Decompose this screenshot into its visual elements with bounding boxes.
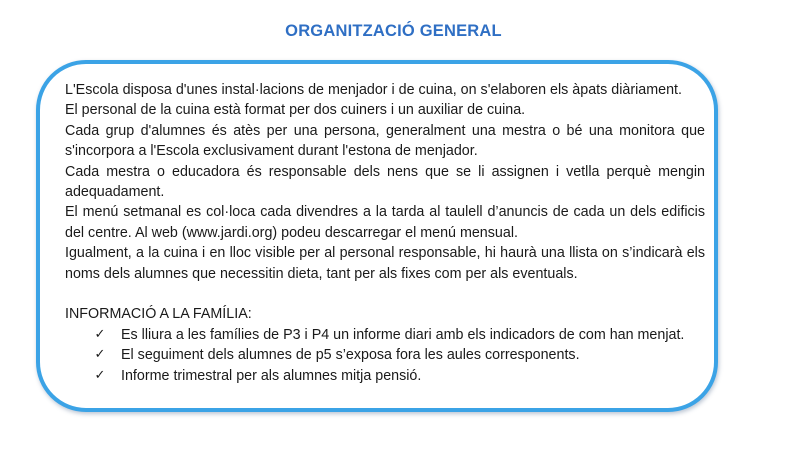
section-spacer	[65, 284, 705, 304]
list-item-text: El seguiment dels alumnes de p5 s’exposa fora les aules corresponents.	[121, 347, 580, 364]
content-body	[65, 80, 705, 386]
family-info-heading: INFORMACIÓ A LA FAMÍLIA:	[65, 306, 252, 323]
checkmark-icon: ✓	[94, 347, 106, 363]
paragraph-responsibility: Cada mestra o educadora és responsable dels nens que se li assignen i vetlla perquè mengin adequadament.	[65, 163, 705, 201]
list-item	[93, 325, 705, 345]
page-title: ORGANITZACIÓ GENERAL	[285, 22, 502, 40]
paragraph-diet-list: Igualment, a la cuina i en lloc visible per al personal responsable, hi haurà una llista on s’indicarà els noms dels alumnes que necessitin dieta, tant per als fixes com per als eventuals.	[65, 245, 705, 282]
list-item-text: Informe trimestral per als alumnes mitja pensió.	[121, 367, 422, 384]
paragraph-kitchen-staff: El personal de la cuina està format per dos cuiners i un auxiliar de cuina.	[65, 102, 526, 119]
checkmark-icon: ✓	[94, 367, 106, 383]
paragraph-facilities: L'Escola disposa d'unes instal·lacions de menjador i de cuina, on s'elaboren els àpats diàriament.	[65, 82, 682, 98]
list-item	[93, 366, 705, 386]
paragraph-weekly-menu: El menú setmanal es col·loca cada divendres a la tarda al taulell d’anuncis de cada un dels edificis del centre. Al web (www.jardi.org) podeu descarregar el menú mensual.	[65, 204, 705, 241]
family-info-list	[65, 325, 705, 386]
paragraph-supervision: Cada grup d'alumnes és atès per una persona, generalment una mestra o bé una monitora que s'incorpora a l'Escola exclusivament durant l'estona de menjador.	[65, 122, 705, 160]
checkmark-icon: ✓	[94, 326, 106, 342]
list-item-text: Es lliura a les famílies de P3 i P4 un informe diari amb els indicadors de com han menjat.	[121, 326, 685, 343]
list-item	[93, 345, 705, 365]
